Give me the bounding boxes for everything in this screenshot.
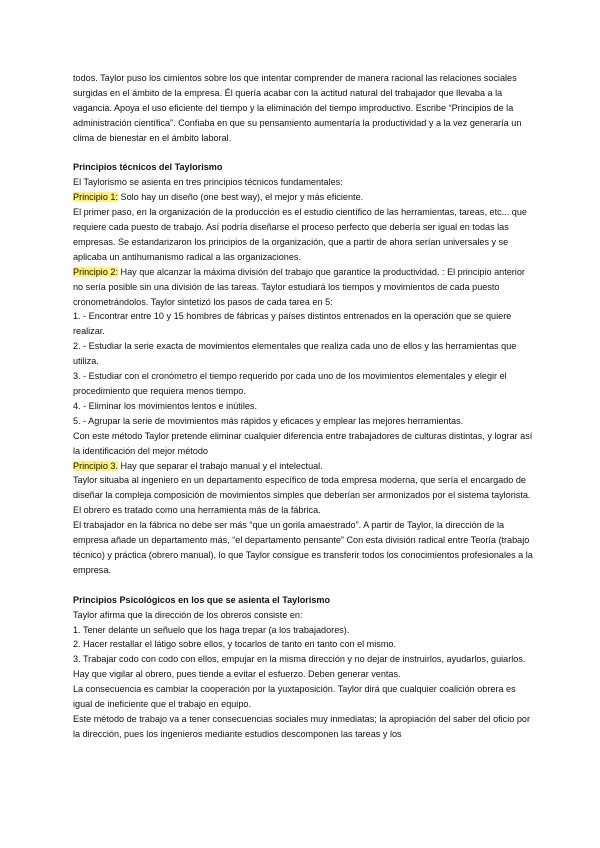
principle-1-body: El primer paso, en la organización de la producción es el estudio científico de las herramientas, tareas, etc... que requiere cada puesto de trabajo. Así podría diseñarse el proceso perfecto que debería ser igual en todas las empresas. Se estandarizaron los principios de la organización, que a partir de ahora serían universales y se aplicaba un antihumanismo radical a las organizaciones. [73,207,527,262]
step-item: 2. - Estudiar la serie exacta de movimientos elementales que realiza cada uno de ellos y las herramientas que utiliza. [73,341,517,367]
body-paragraph: La consecuencia es cambiar la cooperación por la yuxtaposición. Taylor dirá que cualquier coalición obrera es igual de ineficiente que el trabajo en equipo. [73,684,516,710]
list-item: 2. Hacer restallar el látigo sobre ellos, y tocarlos de tanto en tanto con el mismo. [73,639,396,650]
step-item: 1. - Encontrar entre 10 y 15 hombres de fábricas y países distintos entrenados en la operación que se quiere realizar. [73,311,512,337]
section-heading-psychological: Principios Psicológicos en los que se asienta el Taylorismo [73,594,331,605]
principle-2 [73,265,533,310]
principle-1-text: Solo hay un diseño (one best way), el mejor y más eficiente. [118,192,364,203]
principle-2-label: Principio 2: [73,266,118,277]
section-lead: Taylor afirma que la dirección de los obreros consiste en: [73,609,303,620]
principle-3-text: Hay que separar el trabajo manual y el intelectual. [118,460,323,471]
section-heading-technical: Principios técnicos del Taylorismo [73,162,223,173]
body-paragraph: Este método de trabajo va a tener consecuencias sociales muy inmediatas; la apropiación del saber del oficio por la dirección, pues los ingenieros mediante estudios descomponen las tareas y los [73,713,530,739]
principle-3-body: El trabajador en la fábrica no debe ser más “que un gorila amaestrado”. A partir de Taylor, la dirección de la empresa añade un departamento más, “el departamento pensante” Con esta división radical entre Teoría (trabajo técnico) y práctica (obrero manual), lo que Taylor consigue es transferir todos los conocimientos profesionales a la empresa. [73,520,533,575]
principle-1-label: Principio 1: [73,192,118,203]
principle-3-body: Taylor situaba al ingeniero en un departamento específico de toda empresa moderna, que sería el encargado de diseñar la compleja composición de movimientos simples que deberían ser armonizados por el sistema taylorista. El obrero es tratado como una herramienta más de la fábrica. [73,475,531,516]
intro-paragraph: todos. Taylor puso los cimientos sobre los que intentar comprender de manera racional las relaciones sociales surgidas en el ámbito de la empresa. Él quería acabar con la actitud natural del trabajador que llevaba a la vagancia. Apoya el uso eficiente del tiempo y la eliminación del tiempo improductivo. Escribe “Principios de la administración científica”. Confiaba en que su pensamiento aumentaría la productividad y a la vez generaría un clima de bienestar en el ámbito laboral. [73,73,522,143]
principle-3 [73,459,533,474]
principle-3-label: Principio 3. [73,460,118,471]
list-item: 3. Trabajar codo con codo con ellos, empujar en la misma dirección y no dejar de instruirlos, ayudarlos, guiarlos. Hay que vigilar al obrero, pues tiende a evitar el esfuerzo. Deben generar ventas. [73,654,526,680]
spacer [73,146,533,161]
list-item: 1. Tener delante un señuelo que los haga trepar (a los trabajadores). [73,624,350,635]
principle-2-text: Hay que alcanzar la máxima división del trabajo que garantice la productividad. : El principio anterior no sería posible sin una división de las tareas. Taylor estudiará los tiempos y movimientos de cada puesto cronometrándolos. Taylor sintetizó los pasos de cada tarea en 5: [73,266,525,307]
step-item: 5. - Agrupar la serie de movimientos más rápidos y eficaces y emplear las mejores herramientas. [73,415,464,426]
spacer [73,578,533,593]
document-page [73,71,533,742]
principle-2-after: Con este método Taylor pretende eliminar cualquier diferencia entre trabajadores de culturas distintas, y lograr así la identificación del mejor método [73,430,533,456]
step-item: 4. - Eliminar los movimientos lentos e inútiles. [73,400,257,411]
section-lead: El Taylorismo se asienta en tres principios técnicos fundamentales: [73,177,343,188]
step-item: 3. - Estudiar con el cronómetro el tiempo requerido por cada uno de los movimientos elementales y elegir el procedimiento que requiera menos tiempo. [73,371,507,397]
principle-1 [73,190,533,205]
